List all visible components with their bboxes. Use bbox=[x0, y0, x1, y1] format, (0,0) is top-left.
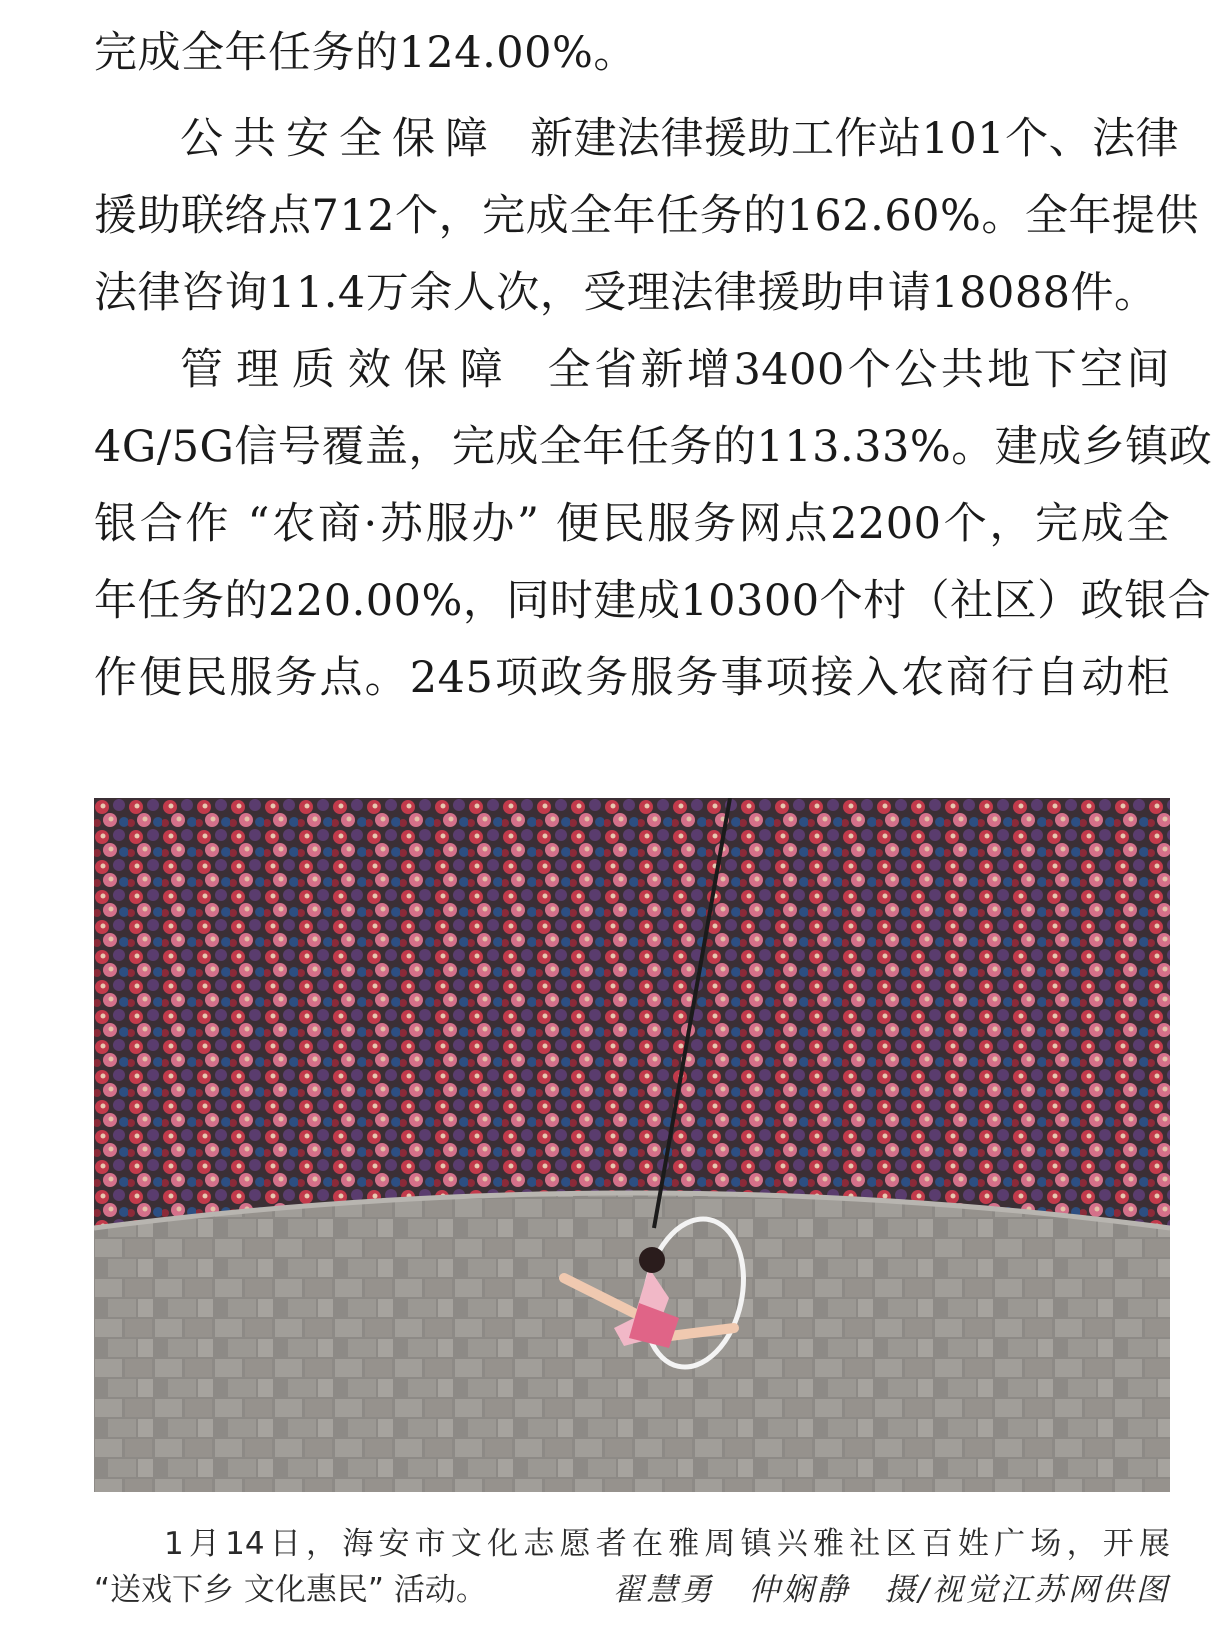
body-line-5 bbox=[94, 331, 1170, 409]
body-line-5-text: 全省新增3400个公共地下空间 bbox=[547, 345, 1170, 395]
body-line-8: 年任务的220.00%，同时建成10300个村（社区）政银合 bbox=[94, 576, 1212, 626]
body-line-6: 4G/5G信号覆盖，完成全年任务的113.33%。建成乡镇政 bbox=[94, 422, 1213, 472]
photo-caption-line-2 bbox=[94, 1568, 1170, 1612]
body-line-1: 完成全年任务的124.00%。 bbox=[94, 28, 637, 78]
photo-credit: 翟慧勇 仲娴静 摄/视觉江苏网供图 bbox=[612, 1572, 1170, 1608]
section-heading-management: 管理质效保障 bbox=[180, 345, 516, 395]
body-line-2 bbox=[94, 100, 1180, 178]
body-line-9: 作便民服务点。245项政务服务事项接入农商行自动柜 bbox=[94, 653, 1170, 703]
event-photo bbox=[94, 798, 1170, 1492]
section-heading-public-safety: 公共安全保障 bbox=[180, 114, 498, 164]
body-line-4: 法律咨询11.4万余人次，受理法律援助申请18088件。 bbox=[94, 268, 1158, 318]
body-line-7: 银合作 “农商·苏服办” 便民服务网点2200个，完成全 bbox=[94, 499, 1170, 549]
photo-illustration bbox=[94, 798, 1170, 1492]
body-line-3: 援助联络点712个，完成全年任务的162.60%。全年提供 bbox=[94, 191, 1199, 241]
body-line-2-text: 新建法律援助工作站101个、法律 bbox=[530, 114, 1180, 164]
photo-caption-line-1: 1月14日，海安市文化志愿者在雅周镇兴雅社区百姓广场，开展 bbox=[164, 1526, 1170, 1562]
photo-caption-text: “送戏下乡 文化惠民” 活动。 bbox=[94, 1572, 487, 1608]
